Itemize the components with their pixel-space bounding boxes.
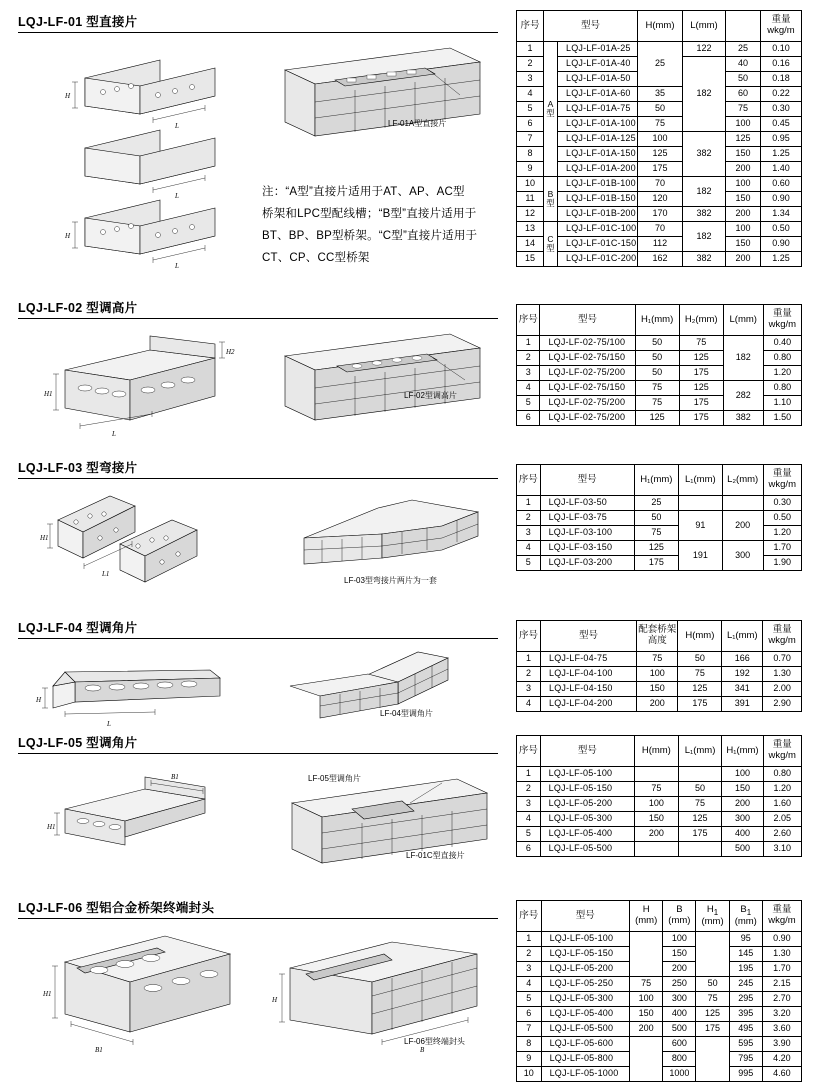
drawing-lf05-left <box>45 767 240 877</box>
table-lf-03 <box>516 464 802 571</box>
th-h1: H₁(mm) <box>634 465 678 496</box>
table-lf-05 <box>516 735 802 857</box>
drawing-caption: LF-01A型直接片 <box>388 119 447 128</box>
th-model: 型号 <box>540 736 634 767</box>
table-row: 3 LQJ-LF-02-75/200 50 175 1.20 <box>517 366 802 381</box>
th-weight-top: 重量 <box>772 308 792 320</box>
table-row: 4 LQJ-LF-01A-60 35 60 0.22 <box>517 87 802 102</box>
table-row: 9 LQJ-LF-05-800 800 795 4.20 <box>517 1052 802 1067</box>
drawing-lf01-left <box>55 48 245 278</box>
th-weight-bottom: wkg/m <box>768 479 796 490</box>
table-row: 6 LQJ-LF-01A-100 75 100 0.45 <box>517 117 802 132</box>
th-model: 型号 <box>540 305 635 336</box>
th-bracket-height: 配套桥架 高度 <box>637 621 678 652</box>
svg-text:H: H <box>65 232 71 240</box>
table-row: 11 LQJ-LF-01B-150 120 150 0.90 <box>517 192 802 207</box>
section-lf-02 <box>0 290 813 450</box>
th-weight-bottom: wkg/m <box>768 319 797 330</box>
table-row: 5 LQJ-LF-01A-75 50 75 0.30 <box>517 102 802 117</box>
drawing-lf02-left <box>40 328 240 438</box>
table-row: 9 LQJ-LF-01A-200 175 200 1.40 <box>517 162 802 177</box>
drawing-lf06-left <box>25 926 255 1066</box>
th-blank <box>726 11 761 42</box>
th-model: 型号 <box>540 465 634 496</box>
th-weight <box>763 465 801 496</box>
table-row: 3 LQJ-LF-01A-50 50 0.18 <box>517 72 802 87</box>
table-row: 1 A 型 LQJ-LF-01A-25 25 122 25 0.10 <box>517 42 802 57</box>
table-lf-01 <box>516 10 802 267</box>
section-title: LQJ-LF-06 型铝合金桥架终端封头 <box>18 901 215 915</box>
svg-text:H1: H1 <box>47 823 56 831</box>
drawing-lf03-tray <box>282 492 492 587</box>
th-weight <box>763 621 802 652</box>
th-no: 序号 <box>517 465 541 496</box>
th-weight-top: 重量 <box>772 624 792 636</box>
svg-text:H1: H1 <box>44 390 53 398</box>
table-row: 3 LQJ-LF-04-150 150 125 341 2.00 <box>517 682 802 697</box>
drawing-caption: LF-04型调角片 <box>380 709 433 718</box>
table-row: 2 LQJ-LF-02-75/150 50 125 0.80 <box>517 351 802 366</box>
title-underline <box>18 638 498 639</box>
note-line-4: CT、CP、CC型桥架 <box>262 251 370 264</box>
table-row: 2 LQJ-LF-04-100 100 75 192 1.30 <box>517 667 802 682</box>
table-header-row <box>517 11 802 42</box>
th-weight-bottom: wkg/m <box>767 25 795 36</box>
table-row: 1 LQJ-LF-05-100 100 0.80 <box>517 767 802 782</box>
th-b1: $B_1$ (mm) <box>729 901 762 932</box>
th-l: L(mm) <box>723 305 763 336</box>
note-block <box>262 182 477 269</box>
th-no: 序号 <box>517 901 542 932</box>
table-row: 1 LQJ-LF-03-50 25 0.30 <box>517 496 802 511</box>
group-label: A 型 <box>544 42 558 177</box>
th-h: H(mm) <box>678 621 722 652</box>
th-l2: L₂(mm) <box>722 465 763 496</box>
table-row: 2 LQJ-LF-01A-40 182 40 0.16 <box>517 57 802 72</box>
drawing-lf03-left <box>40 488 240 598</box>
drawing-lf02-tray <box>275 322 490 437</box>
table-header-row <box>517 621 802 652</box>
th-model: 型号 <box>544 11 638 42</box>
table-row: 12 LQJ-LF-01B-200 170 382 200 1.34 <box>517 207 802 222</box>
section-title: LQJ-LF-03 型弯接片 <box>18 461 138 475</box>
th-model: 型号 <box>541 901 630 932</box>
note-line-1: 注：“A型”直接片适用于AT、AP、AC型 <box>262 186 465 198</box>
table-row: 7 LQJ-LF-05-500 200 500 175 495 3.60 <box>517 1022 802 1037</box>
table-row: 6 LQJ-LF-05-500 500 3.10 <box>517 842 802 857</box>
th-weight <box>761 11 802 42</box>
table-lf-04 <box>516 620 802 712</box>
th-b: B (mm) <box>663 901 696 932</box>
section-lf-03 <box>0 450 813 610</box>
table-row: 4 LQJ-LF-04-200 200 175 391 2.90 <box>517 697 802 712</box>
th-h1: $H_1$ (mm) <box>696 901 729 932</box>
th-l: L(mm) <box>683 11 726 42</box>
note-line-3: BT、BP、BP型桥架。“C型”直接片适用于 <box>262 229 478 242</box>
th-h: H(mm) <box>635 736 679 767</box>
table-row: 7 LQJ-LF-01A-125 100 382 125 0.95 <box>517 132 802 147</box>
drawing-lf01-tray <box>275 40 490 155</box>
table-row: 5 LQJ-LF-05-400 200 175 400 2.60 <box>517 827 802 842</box>
th-weight-bottom: wkg/m <box>768 750 796 761</box>
section-lf-04 <box>0 610 813 728</box>
table-row: 5 LQJ-LF-03-200 175 1.90 <box>517 556 802 571</box>
section-lf-01 <box>0 0 813 290</box>
table-header-row <box>517 736 802 767</box>
section-lf-06 <box>0 890 813 1079</box>
table-header-row <box>517 901 802 932</box>
svg-text:L1: L1 <box>102 570 110 578</box>
svg-text:B: B <box>420 1046 425 1054</box>
table-row: 10 B 型 LQJ-LF-01B-100 70 182 100 0.60 <box>517 177 802 192</box>
th-l1: L₁(mm) <box>678 465 722 496</box>
table-row: 8 LQJ-LF-01A-150 125 150 1.25 <box>517 147 802 162</box>
drawing-caption: LF-02型调高片 <box>404 391 457 400</box>
th-no: 序号 <box>517 305 540 336</box>
th-h1: H₁(mm) <box>635 305 679 336</box>
section-title: LQJ-LF-01 型直接片 <box>18 15 138 29</box>
table-row: 2 LQJ-LF-05-150 150 145 1.30 <box>517 947 802 962</box>
th-weight-top: 重量 <box>772 904 792 916</box>
th-weight <box>762 901 801 932</box>
th-no: 序号 <box>517 11 544 42</box>
table-row: 2 LQJ-LF-05-150 75 50 150 1.20 <box>517 782 802 797</box>
table-lf-02 <box>516 304 802 426</box>
drawing-lf04-left <box>35 652 240 732</box>
svg-text:B1: B1 <box>171 773 179 781</box>
table-row: 15 LQJ-LF-01C-200 162 382 200 1.25 <box>517 252 802 267</box>
th-l1: L₁(mm) <box>678 736 722 767</box>
drawing-caption: LF-06型终端封头 <box>404 1037 465 1046</box>
table-row: 5 LQJ-LF-05-300 100 300 75 295 2.70 <box>517 992 802 1007</box>
th-h: H (mm) <box>630 901 663 932</box>
table-row: 6 LQJ-LF-02-75/200 125 175 382 1.50 <box>517 411 802 426</box>
title-underline <box>18 32 498 33</box>
table-row: 3 LQJ-LF-05-200 100 75 200 1.60 <box>517 797 802 812</box>
title-underline <box>18 753 498 754</box>
table-row: 4 LQJ-LF-05-250 75 250 50 245 2.15 <box>517 977 802 992</box>
table-lf-06 <box>516 900 802 1082</box>
table-row: 8 LQJ-LF-05-600 600 595 3.90 <box>517 1037 802 1052</box>
table-row: 1 LQJ-LF-04-75 75 50 166 0.70 <box>517 652 802 667</box>
table-row: 13 C 型 LQJ-LF-01C-100 70 182 100 0.50 <box>517 222 802 237</box>
th-weight-top: 重量 <box>772 739 792 751</box>
table-row: 3 LQJ-LF-03-100 75 1.20 <box>517 526 802 541</box>
group-label: C 型 <box>544 222 558 267</box>
title-underline <box>18 478 498 479</box>
svg-text:H: H <box>272 996 278 1004</box>
th-weight <box>763 305 801 336</box>
th-weight-top: 重量 <box>772 468 792 480</box>
th-l1: L₁(mm) <box>722 621 763 652</box>
drawing-caption: LF-03型弯接片两片为一套 <box>344 576 437 585</box>
table-header-row <box>517 305 802 336</box>
table-row: 1 LQJ-LF-02-75/100 50 75 182 0.40 <box>517 336 802 351</box>
note-line-2: 桥架和LPC型配线槽；“B型”直接片适用于 <box>262 207 477 220</box>
svg-text:L: L <box>175 122 179 130</box>
section-title: LQJ-LF-02 型调高片 <box>18 301 138 315</box>
th-h2: H₂(mm) <box>679 305 723 336</box>
title-underline <box>18 318 498 319</box>
section-title: LQJ-LF-05 型调角片 <box>18 736 138 750</box>
svg-text:H1: H1 <box>43 990 52 998</box>
table-row: 5 LQJ-LF-02-75/200 75 175 1.10 <box>517 396 802 411</box>
svg-text:L: L <box>107 720 111 728</box>
table-row: 4 LQJ-LF-02-75/150 75 125 282 0.80 <box>517 381 802 396</box>
svg-text:L: L <box>175 262 179 270</box>
th-model: 型号 <box>540 621 636 652</box>
th-h1: H₁(mm) <box>722 736 763 767</box>
drawing-caption: LF-01C型直接片 <box>406 851 465 860</box>
table-row: 3 LQJ-LF-05-200 200 195 1.70 <box>517 962 802 977</box>
group-label: B 型 <box>544 177 558 222</box>
th-no: 序号 <box>517 621 541 652</box>
th-weight-bottom: wkg/m <box>768 915 796 926</box>
table-row: 1 LQJ-LF-05-100 100 95 0.90 <box>517 932 802 947</box>
table-row: 4 LQJ-LF-03-150 125 191 300 1.70 <box>517 541 802 556</box>
title-underline <box>18 918 498 919</box>
table-row: 14 LQJ-LF-01C-150 112 150 0.90 <box>517 237 802 252</box>
svg-text:L: L <box>175 192 179 200</box>
th-no: 序号 <box>517 736 541 767</box>
section-title: LQJ-LF-04 型调角片 <box>18 621 138 635</box>
table-row: 2 LQJ-LF-03-75 50 91 200 0.50 <box>517 511 802 526</box>
svg-text:H: H <box>36 696 42 704</box>
table-row: 6 LQJ-LF-05-400 150 400 125 395 3.20 <box>517 1007 802 1022</box>
svg-text:B1: B1 <box>95 1046 103 1054</box>
svg-text:L: L <box>112 430 116 438</box>
th-weight <box>763 736 802 767</box>
table-header-row <box>517 465 802 496</box>
svg-text:H: H <box>65 92 71 100</box>
th-h: H(mm) <box>638 11 683 42</box>
svg-text:H2: H2 <box>226 348 235 356</box>
drawing-caption-top: LF-05型调角片 <box>308 774 361 783</box>
th-weight-bottom: wkg/m <box>768 635 796 646</box>
table-row: 10 LQJ-LF-05-1000 1000 995 4.60 <box>517 1067 802 1082</box>
table-row: 4 LQJ-LF-05-300 150 125 300 2.05 <box>517 812 802 827</box>
svg-text:H1: H1 <box>40 534 49 542</box>
section-lf-05 <box>0 725 813 890</box>
th-weight-top: 重量 <box>771 14 791 26</box>
